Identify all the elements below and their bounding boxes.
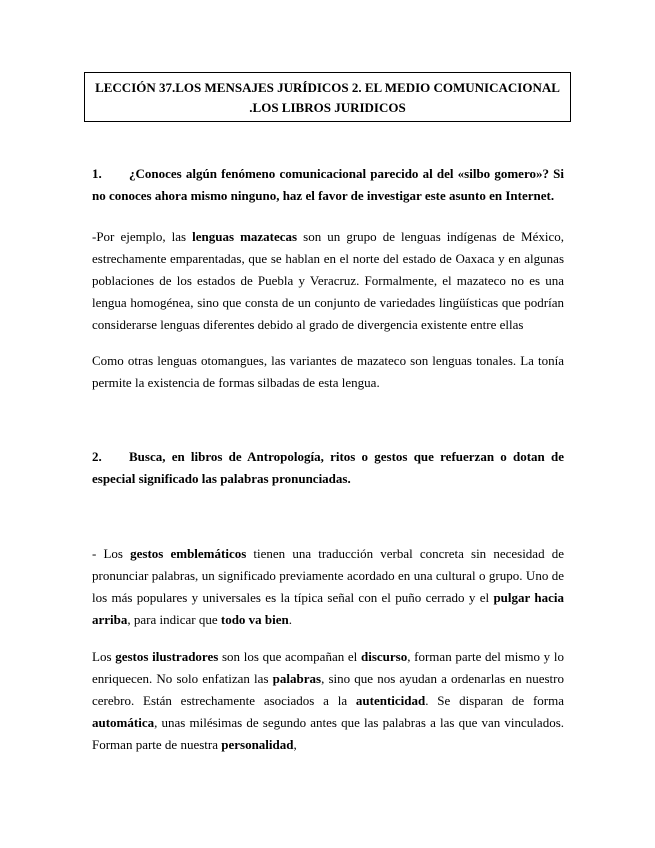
pulgar-hacia-arriba-bold: pulgar hacia arriba [92,590,565,627]
question-1-number: 1. [92,166,102,181]
lesson-title-box [84,72,571,122]
answer-2-paragraph-2 [92,646,564,756]
a2p1-t3: , para indicar que [127,612,221,627]
a2p2-t7: , [293,737,297,752]
a2p1-t4: . [288,612,293,627]
question-2 [92,446,564,490]
personalidad-bold: personalidad [221,737,294,752]
answer-2-paragraph-1 [92,543,564,631]
gestos-emblematicos-bold: gestos emblemáticos [130,546,247,561]
answer-1-paragraph-2 [92,350,564,394]
lesson-title-line-2: .LOS LIBROS JURIDICOS [249,100,406,115]
answer-1-paragraph-1 [92,226,564,336]
a2p2-t4: , sino que nos ayudan a ordenarlas en nuestro cerebro. Están estrechamente asociados a la [92,671,564,708]
answer-1-text-cont: son un grupo de lenguas indígenas de México, estrechamente emparentadas, que se hablan en el norte del estado de Oaxaca y en algunas poblaciones de los estados de Puebla y Veracruz. Formalmente, el mazateco no es una lengua homogénea, sino que consta de un conjunto de variedades lingüísticas que podrían considerarse lenguas diferentes debido al grado de divergencia existente entre ellas [92,229,564,332]
answer-1-text: -Por ejemplo, las [92,229,193,244]
discurso-bold: discurso [360,649,408,664]
a2p2-t2: son los que acompañan el [218,649,361,664]
a2p2-t6: , unas milésimas de segundo antes que las palabras a las que van vinculados. Forman parte de nuestra [92,715,564,752]
question-1-text: ¿Conoces algún fenómeno comunicacional parecido al del «silbo gomero»? Si no conoces ahora mismo ninguno, haz el favor de investigar este asunto en Internet. [92,166,564,203]
lenguas-mazatecas-bold: lenguas mazatecas [192,229,298,244]
answer-1-p2-text: Como otras lenguas otomangues, las variantes de mazateco son lenguas tonales. La tonía permite la existencia de formas silbadas de esta lengua. [92,353,564,390]
a2p1-t2: tienen una traducción verbal concreta sin necesidad de pronunciar palabras, un significado previamente acordado en una cultural o grupo. Uno de los más populares y universales es la típica señal con el puño cerrado y el [92,546,564,605]
question-2-number: 2. [92,449,102,464]
a2p2-t1: Los [92,649,116,664]
todo-va-bien-bold: todo va bien [220,612,289,627]
a2p2-t3: , forman parte del mismo y lo enriquecen. No solo enfatizan las [92,649,564,686]
automatica-bold: automática [92,715,155,730]
question-1 [92,163,564,207]
lesson-title-line-1: LECCIÓN 37.LOS MENSAJES JURÍDICOS 2. EL MEDIO COMUNICACIONAL [95,80,560,95]
question-2-text: Busca, en libros de Antropología, ritos o gestos que refuerzan o dotan de especial significado las palabras pronunciadas. [92,449,564,486]
a2p1-t1: - Los [92,546,131,561]
gestos-ilustradores-bold: gestos ilustradores [115,649,219,664]
autenticidad-bold: autenticidad [355,693,426,708]
palabras-bold: palabras [272,671,322,686]
a2p2-t5: . Se disparan de forma [425,693,564,708]
